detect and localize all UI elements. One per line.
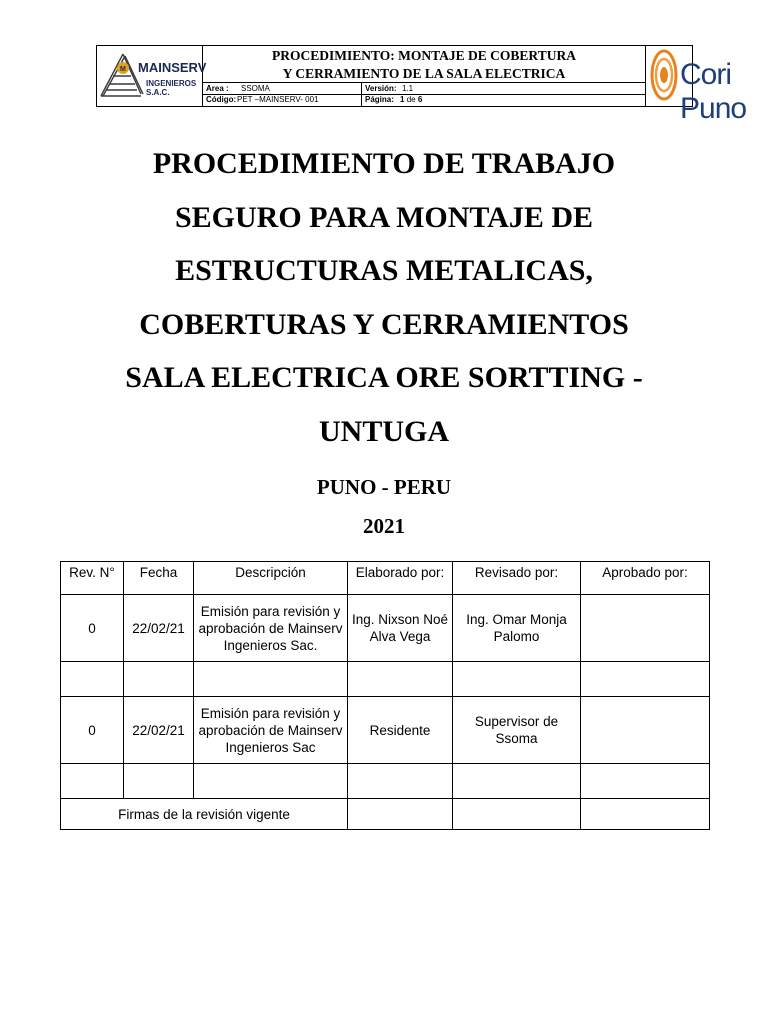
area-label: Area : bbox=[206, 84, 229, 93]
signatures-label: Firmas de la revisión vigente bbox=[61, 799, 348, 830]
codigo-label: Código: bbox=[206, 95, 237, 104]
table-cell bbox=[581, 662, 710, 697]
table-header-cell: Revisado por: bbox=[453, 562, 581, 595]
table-header-cell: Elaborado por: bbox=[348, 562, 453, 595]
pagina-label: Página: bbox=[365, 95, 394, 104]
table-cell: Emisión para revisión y aprobación de Mainserv Ingenieros Sac bbox=[194, 697, 348, 764]
signature-cell bbox=[581, 799, 710, 830]
table-cell bbox=[453, 764, 581, 799]
table-cell bbox=[194, 662, 348, 697]
table-footer-row bbox=[61, 799, 710, 830]
table-cell: 0 bbox=[61, 697, 124, 764]
table-row bbox=[61, 595, 710, 662]
table-header-cell: Rev. N° bbox=[61, 562, 124, 595]
revision-table bbox=[60, 561, 710, 830]
table-cell bbox=[581, 764, 710, 799]
svg-text:M: M bbox=[120, 66, 126, 73]
document-title bbox=[84, 137, 684, 458]
table-cell: 22/02/21 bbox=[124, 697, 194, 764]
mainserv-logo bbox=[97, 46, 207, 106]
table-row bbox=[61, 697, 710, 764]
table-cell bbox=[124, 662, 194, 697]
title-line: SALA ELECTRICA ORE SORTTING - bbox=[125, 361, 643, 394]
cori-puno-emblem-icon bbox=[649, 46, 683, 104]
cori-puno-name: Cori Puno bbox=[680, 58, 747, 125]
table-cell: 22/02/21 bbox=[124, 595, 194, 662]
table-cell bbox=[581, 697, 710, 764]
table-cell bbox=[61, 764, 124, 799]
title-line: COBERTURAS Y CERRAMIENTOS bbox=[139, 307, 629, 341]
header-title-line2: Y CERRAMIENTO DE LA SALA ELECTRICA bbox=[282, 66, 566, 81]
title-line: UNTUGA bbox=[318, 414, 449, 448]
signature-cell bbox=[348, 799, 453, 830]
table-cell bbox=[194, 764, 348, 799]
table-cell bbox=[348, 764, 453, 799]
table-cell bbox=[61, 662, 124, 697]
table-row bbox=[61, 764, 710, 799]
table-cell: Residente bbox=[348, 697, 453, 764]
table-cell bbox=[348, 662, 453, 697]
area-value: SSOMA bbox=[241, 84, 270, 93]
table-cell: 0 bbox=[61, 595, 124, 662]
table-cell: Ing. Omar Monja Palomo bbox=[453, 595, 581, 662]
cori-puno-logo bbox=[645, 46, 768, 125]
title-line: SEGURO PARA MONTAJE DE bbox=[174, 200, 594, 234]
year: 2021 bbox=[363, 514, 405, 538]
header-info-divider bbox=[361, 83, 362, 106]
table-cell: Supervisor de Ssoma bbox=[453, 697, 581, 764]
table-row bbox=[61, 662, 710, 697]
header-info-row-codigo bbox=[203, 94, 645, 105]
table-cell bbox=[453, 662, 581, 697]
table-cell: Ing. Nixson Noé Alva Vega bbox=[348, 595, 453, 662]
header-title bbox=[203, 46, 645, 83]
title-line: ESTRUCTURAS METALICAS, bbox=[175, 254, 593, 287]
table-cell bbox=[581, 595, 710, 662]
pagina-value: 1 de 6 bbox=[400, 95, 423, 104]
version-value: 1.1 bbox=[402, 84, 414, 93]
document-header bbox=[96, 45, 747, 125]
table-cell: Emisión para revisión y aprobación de Mainserv Ingenieros Sac. bbox=[194, 595, 348, 662]
table-header-cell: Aprobado por: bbox=[581, 562, 710, 595]
title-line: PROCEDIMIENTO DE TRABAJO bbox=[152, 147, 616, 180]
header-title-line1: PROCEDIMIENTO: MONTAJE DE COBERTURA bbox=[272, 48, 576, 63]
header-center bbox=[203, 46, 645, 106]
codigo-value: PET –MAINSERV- 001 bbox=[237, 95, 319, 104]
table-header-row bbox=[61, 562, 710, 595]
location: PUNO - PERU bbox=[316, 475, 452, 499]
table-cell bbox=[124, 764, 194, 799]
table-header-cell: Descripción bbox=[194, 562, 348, 595]
mainserv-subtitle: INGENIEROS S.A.C. bbox=[146, 79, 197, 97]
signature-cell bbox=[453, 799, 581, 830]
version-label: Versión: bbox=[365, 84, 397, 93]
mainserv-name: MAINSERV bbox=[138, 60, 207, 75]
table-header-cell: Fecha bbox=[124, 562, 194, 595]
header-info bbox=[203, 83, 645, 106]
